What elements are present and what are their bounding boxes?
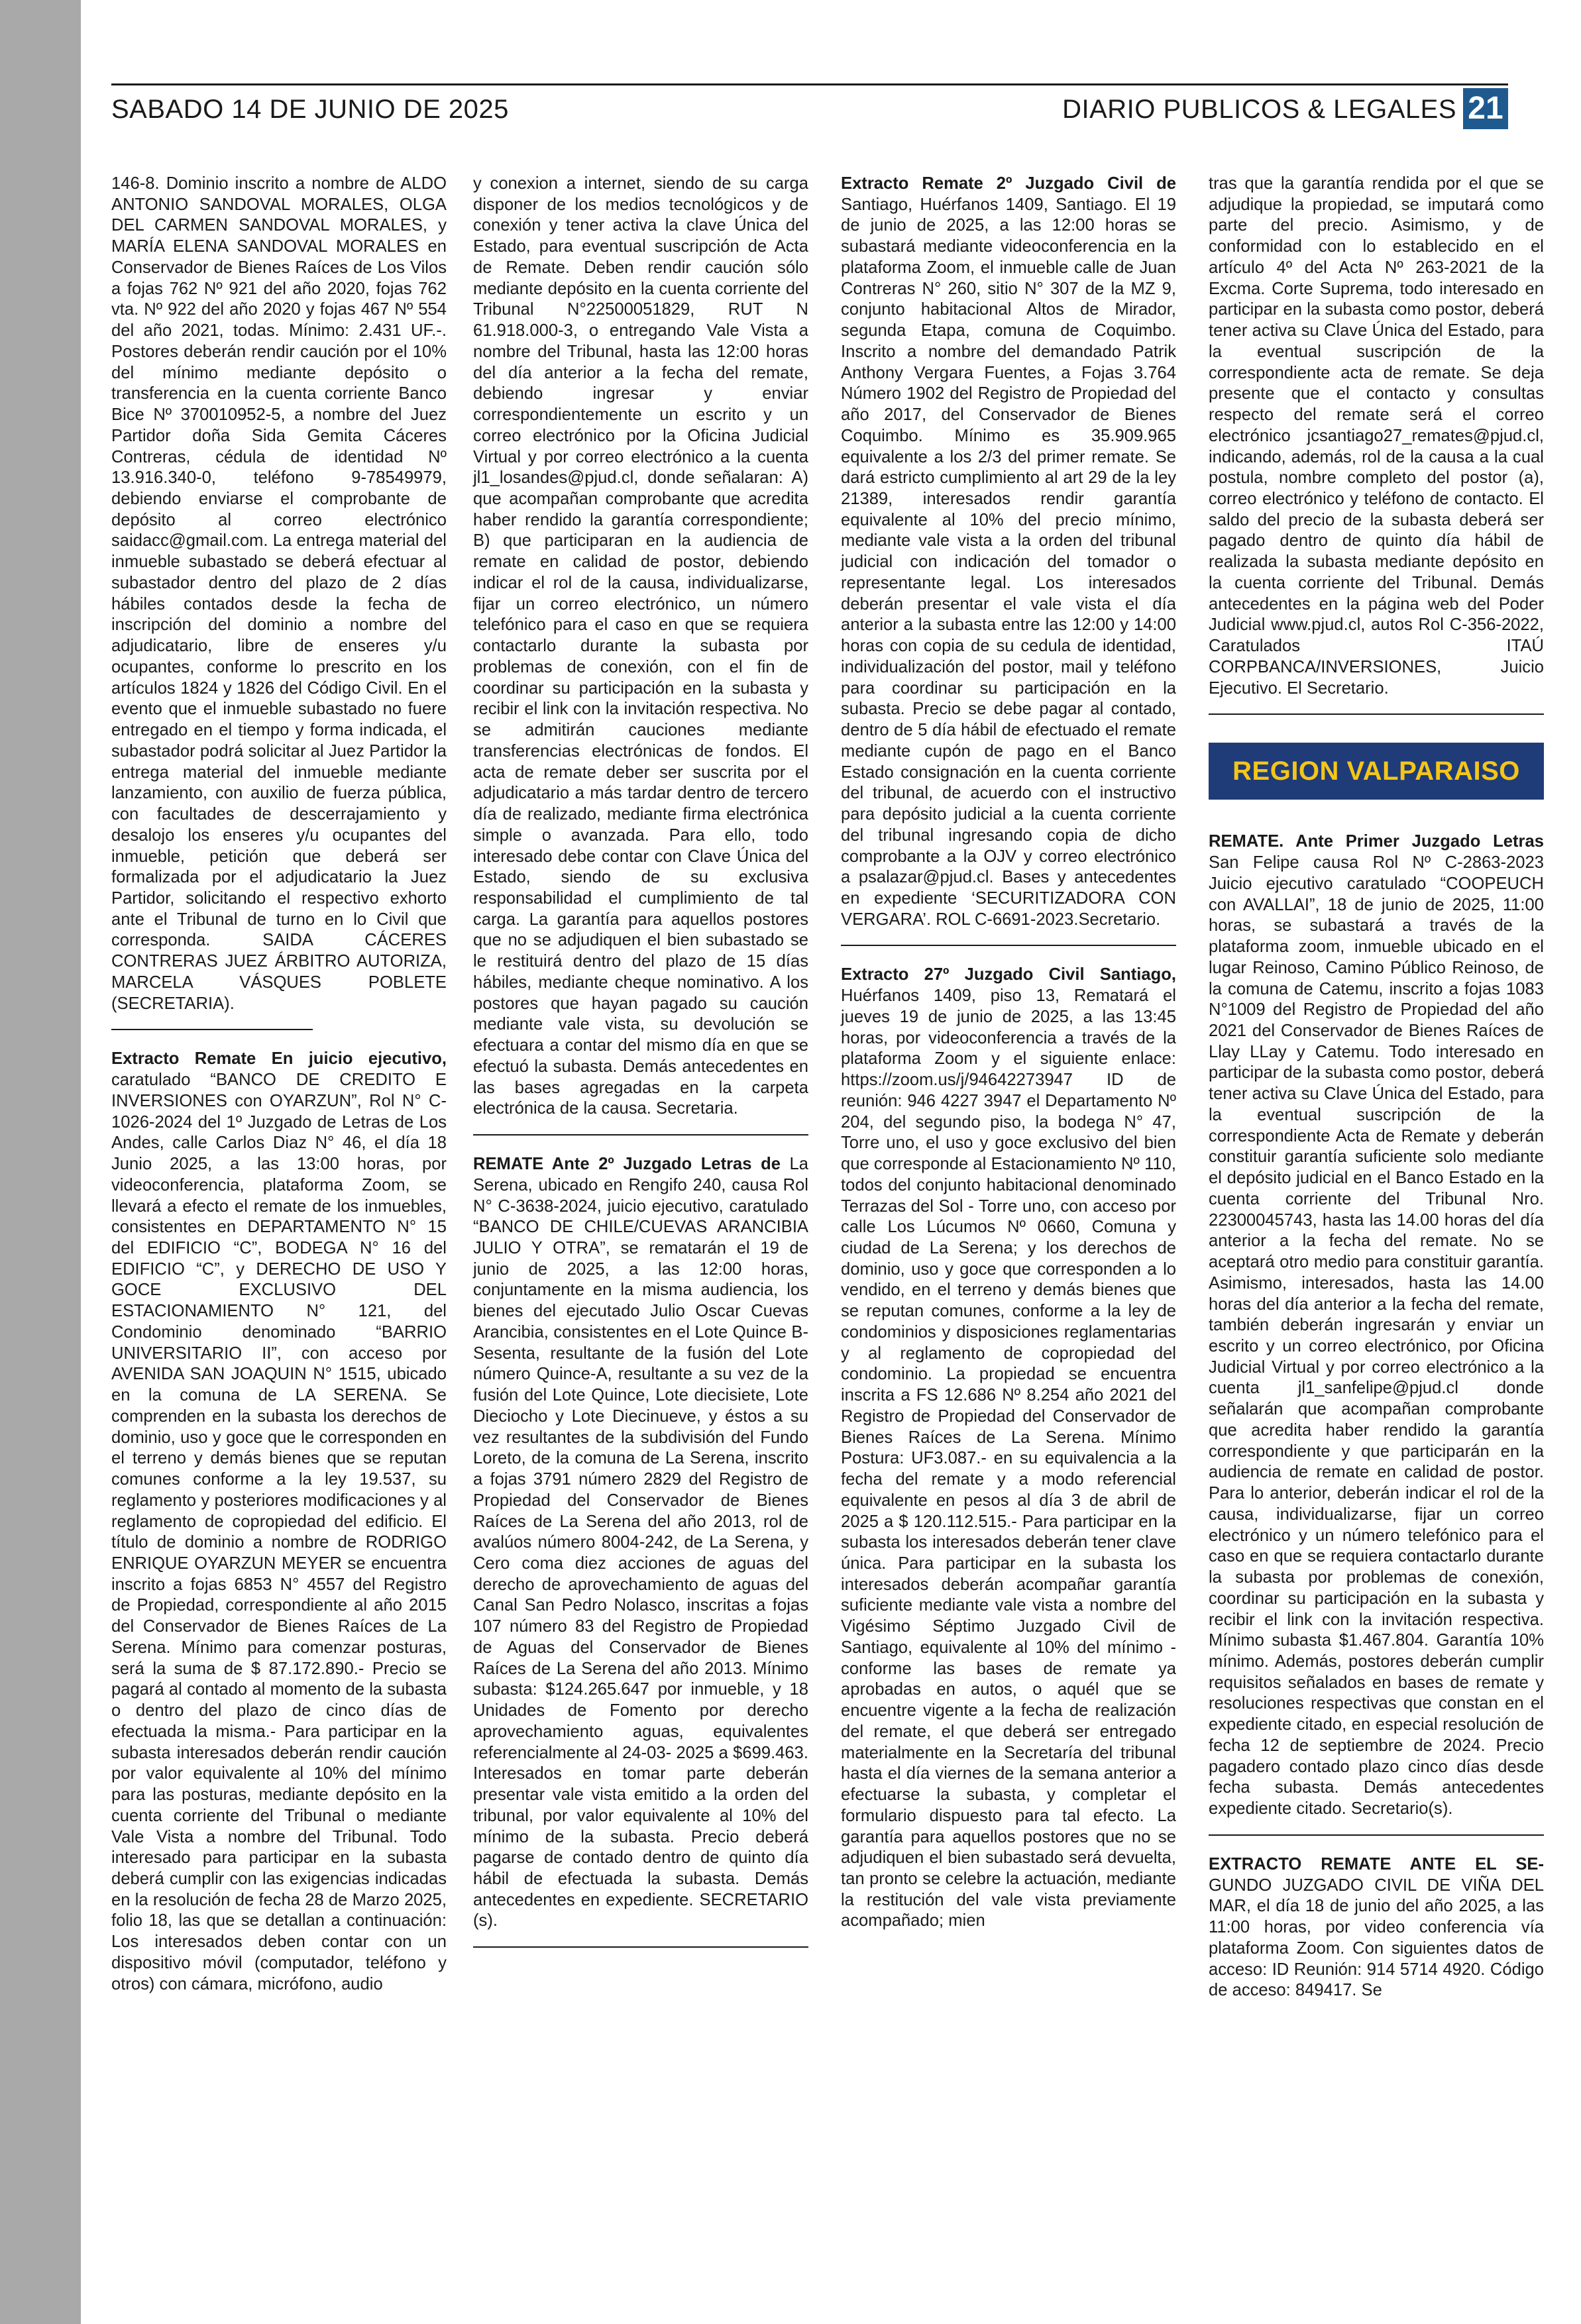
column-2 bbox=[473, 174, 808, 1966]
divider bbox=[473, 1134, 808, 1136]
page-number-badge: 21 bbox=[1463, 88, 1508, 129]
column-1 bbox=[111, 174, 447, 1995]
notice-body: y conexion a internet, siendo de su carga disponer de los medios tecnológicos y de conexión y tener activa la clave Única del Estado, para eventual suscripción de Acta de Remate. Deben rendir caución sólo mediante depósito en la cuenta corriente del Tribunal N°22500051829, RUT N 61.918.000-3, o entregando Vale Vista a nombre del Tribunal, hasta las 12:00 horas del día anterior a la fecha del remate, debiendo ingresar y enviar correspondientemente un escrito y un correo electrónico por la Oficina Judicial Virtual y por correo electrónico a la cuenta jl1_losandes@pjud.cl, donde señalaran: A) que acompañan comprobante que acredita haber rendido la garantía correspondiente; B) que participaran en la audiencia de remate en calidad de postor, debiendo indicar el rol de la causa, individualizarse, fijar un correo electrónico, un número telefónico para el caso en que se requiera contactarlo durante la subasta por problemas de conexión, con el fin de coordinar su participación en la subasta y recibir el link con la invitación respectiva. No se admitirán cauciones mediante transferencias electrónicas de fondos. El acta de remate deber ser suscrita por el adjudicatario a más tardar dentro de tercero día de realizado, mediante firma electrónica simple o avanzada. Para ello, todo interesado debe contar con Clave Única del Estado, siendo de su exclusiva responsabilidad el cumplimiento de tal carga. La garantía para aquellos postores que no se adjudiquen el bien subastado se le restituirá dentro del plazo de 15 días hábiles, mediante cheque nominativo. A los postores que hayan pagado su caución mediante vale vista, su devolución se efectuara a contar del mismo día en que se efectuó la subasta. Demás antecedentes en las bases agregadas en la carpeta electrónica de la causa. Secretaria. bbox=[473, 174, 808, 1118]
notice-body: Santiago, Huérfanos 1409, Santiago. El 19 de junio de 2025, a las 12:00 horas se subastará mediante videoconferencia en la plataforma Zoom, el inmueble calle de Juan Contreras N° 260, sitio N° 307 de la MZ 9, conjunto habitacional Altos de Mirador, segunda Etapa, comuna de Coquimbo. Inscrito a nombre del demandado Patrik Anthony Vergara Fuentes, a Fojas 3.764 Número 1902 del Registro de Propiedad del año 2017, del Conservador de Bienes Coquimbo. Mínimo es 35.909.965 equivalente a los 2/3 del primer remate. Se dará estricto cumplimiento al art 29 de la ley 21389, interesados rendir garantía equivalente al 10% del precio mínimo, mediante vale vista a la orden del tribunal judicial con indicación del tomador o representante legal. Los interesados deberán presentar el vale vista el día anterior a la subasta entre las 12:00 y 14:00 horas con copia de su cedula de identidad, individualización del postor, mail y teléfono para coordinar su participación en la subasta. Precio se debe pagar al contado, dentro de 5 día hábil de efectuado el remate mediante cupón de pago en el Banco Estado consignación en la cuenta corriente del tribunal, de acuerdo con el instructivo para depósito judicial a la cuenta corriente del tribunal ingresando copia de dicho comprobante a la OJV y correo electrónico a psalazar@pjud.cl. Bases y antecedentes en expediente ‘SECURITIZADORA CON VERGARA’. ROL C-6691-2023.Secretario. bbox=[841, 195, 1176, 929]
notice-body: tras que la garantía rendida por el que se adjudique la propiedad, se imputará como parte del precio. Asimismo, y de conformidad con lo establecido en el artículo 4º del Acta Nº 263-2021 de la Excma. Corte Suprema, todo interesado en participar en la subasta como postor, deberá tener activa su Clave Única del Estado, para la eventual suscripción de la correspondiente acta de remate. Se deja presente que el contacto y consultas respecto del remate será el correo electrónico jcsantiago27_remates@pjud.cl, indicando, además, rol de la causa a la cual postula, nombre completo del postor (a), correo electrónico y teléfono de contacto. El saldo del precio de la subasta deberá ser pagado dentro de quinto día hábil de realizada la subasta mediante depósito en la cuenta corriente del Tribunal. Demás antecedentes en la página web del Poder Judicial www.pjud.cl, autos Rol C-356-2022, Caratulados ITAÚ CORPBANCA/INVERSIONES, Juicio Ejecutivo. El Secretario. bbox=[1209, 174, 1544, 698]
header-title: DIARIO PUBLICOS & LEGALES bbox=[1062, 95, 1456, 124]
notice-title: REMATE Ante 2º Juzgado Letras de bbox=[473, 1155, 781, 1174]
notice-title: Extracto Remate 2º Juzgado Civil de bbox=[841, 174, 1176, 193]
notice bbox=[1209, 831, 1544, 1820]
divider bbox=[473, 1946, 808, 1948]
notice bbox=[111, 1049, 447, 1995]
notice-body: San Felipe causa Rol Nº C-2863-2023 Juicio ejecutivo caratulado “COOPEUCH con AVALLAI”, 18 de junio de 2025, 11:00 horas, se subastará a través de la plataforma zoom, inmueble ubicado en el lugar Reinoso, Camino Público Reinoso, de la comuna de Catemu, inscrito a fojas 1083 N°1009 del Registro de Propiedad del año 2021 del Conservador de Bienes Raíces de Llay LLay y Catemu. Todo interesado en participar de la subasta como postor, deberá tener activa su Clave Única del Estado, para la eventual suscripción de la correspondiente Acta de Remate y deberán constituir garantía suficiente solo mediante el depósito judicial en el Banco Estado en la cuenta corriente del Tribunal Nro. 22300045743, hasta las 14.00 horas del día anterior a la fecha del remate. No se aceptará otro medio para constituir garantía. Asimismo, interesados, hasta las 14.00 horas del día anterior a la fecha del remate, también deberán ingresarán y enviar un escrito y un correo electrónico, por Oficina Judicial Virtual y por correo electrónico a la cuenta jl1_sanfelipe@pjud.cl donde señalarán que acompañan comprobante que acredita haber rendido la garantía correspondiente y que participarán en la audiencia de remate en calidad de postor. Para lo anterior, deberán indicar el rol de la causa, individualizarse, fijar un correo electrónico y un número telefónico para el caso en que se requiera contactarlo durante la subasta por problemas de conexión, coordinar su participación en la subasta y recibir el link con la invitación respectiva. Mínimo subasta $1.467.804. Garantía 10% mínimo. Además, postores deberán cumplir requisitos señalados en bases de remate y resoluciones respectivas que constan en el expediente citado, en especial resolución de fecha 12 de septiembre de 2024. Precio pagadero contado plazo cinco días desde fecha subasta. Demás antecedentes expediente citado. Secretario(s). bbox=[1209, 853, 1544, 1819]
notice-title: EXTRACTO REMATE ANTE EL SE- bbox=[1209, 1854, 1544, 1874]
divider bbox=[1209, 1834, 1544, 1836]
column-3 bbox=[841, 174, 1176, 1932]
notice bbox=[841, 174, 1176, 930]
column-4 bbox=[1209, 174, 1544, 2001]
divider bbox=[1209, 713, 1544, 715]
page-header bbox=[111, 83, 1508, 133]
notice-body: GUNDO JUZGADO CIVIL DE VIÑA DEL MAR, el día 18 de junio del año 2025, a las 11:00 horas, por video conferencia vía plataforma Zoom. Con siguientes datos de acceso: ID Reunión: 914 5714 4920. Código de acceso: 849417. Se bbox=[1209, 1875, 1544, 2000]
notice-title: Extracto 27º Juzgado Civil Santiago, bbox=[841, 965, 1176, 984]
divider bbox=[111, 1029, 313, 1030]
notice bbox=[841, 965, 1176, 1932]
notice bbox=[473, 1154, 808, 1932]
notice-body: caratulado “BANCO DE CREDITO E INVERSIONES con OYARZUN”, Rol N° C-1026-2024 del 1º Juzgado de Letras de Los Andes, calle Carlos Diaz N° 46, el día 18 Junio 2025, a las 13:00 horas, por videoconferencia, plataforma Zoom, se llevará a efecto el remate de los inmuebles, consistentes en DEPARTAMENTO N° 15 del EDIFICIO “C”, BODEGA N° 16 del EDIFICIO “C”, y DERECHO DE USO Y GOCE EXCLUSIVO DEL ESTACIONAMIENTO N° 121, del Condominio denominado “BARRIO UNIVERSITARIO II”, con acceso por AVENIDA SAN JOAQUIN N° 1515, ubicado en la comuna de LA SERENA. Se comprenden en la subasta los derechos de dominio, uso y goce que le corresponden en el terreno y demás bienes que se reputan comunes conforme a la ley 19.537, su reglamento y posteriores modificaciones y al reglamento de copropiedad del edificio. El título de dominio a nombre de RODRIGO ENRIQUE OYARZUN MEYER se encuentra inscrito a fojas 6853 N° 4557 del Registro de Propiedad, correspondiente al año 2015 del Conservador de Bienes Raíces de La Serena. Mínimo para comenzar posturas, será la suma de $ 87.172.890.- Precio se pagará al contado al momento de la subasta o dentro del plazo de cinco días de efectuada la misma.- Para participar en la subasta interesados deberán rendir caución por valor equivalente al 10% del mínimo para las posturas, mediante depósito en la cuenta corriente del Tribunal o mediante Vale Vista a nombre del Tribunal. Todo interesado para participar en la subasta deberá cumplir con las exigencias indicadas en la resolución de fecha 28 de Marzo 2025, folio 18, las que se detallan a continuación: Los interesados deben contar con un dispositivo móvil (computador, teléfono y otros) con cámara, micrófono, audio bbox=[111, 1071, 447, 1993]
divider bbox=[841, 945, 1176, 946]
notice-body: La Serena, ubicado en Rengifo 240, causa Rol N° C-3638-2024, juicio ejecutivo, caratulado “BANCO DE CHILE/CUEVAS ARANCIBIA JULIO Y OTRA”, se rematarán el 19 de junio de 2025, a las 12:00 horas, conjuntamente en la misma audiencia, los bienes del ejecutado Julio Oscar Cuevas Arancibia, consistentes en el Lote Quince B-Sesenta, resultante de la fusión del Lote número Quince-A, resultante a su vez de la fusión del Lote Quince, Lote diecisiete, Lote Dieciocho y Lote Diecinueve, y éstos a su vez resultantes de la subdivisión del Fundo Loreto, de la comuna de La Serena, inscrito a fojas 3791 número 2829 del Registro de Propiedad del Conservador de Bienes Raíces de La Serena del año 2013, rol de avalúos número 8004-242, de La Serena, y Cero coma diez acciones de aguas del derecho de aprovechamiento de aguas del Canal San Pedro Nolasco, inscritas a fojas 107 número 83 del Registro de Propiedad de Aguas del Conservador de Bienes Raíces de La Serena del año 2013. Mínimo subasta: $124.265.647 por inmueble, y 18 Unidades de Fomento por derecho aprovechamiento aguas, equivalentes referencialmente al 24-03- 2025 a $699.463. Interesados en tomar parte deberán presentar vale vista emitido a la orden del tribunal, por valor equivalente al 10% del mínimo de la subasta. Precio deberá pagarse de contado dentro de quinto día hábil de efectuada la subasta. Demás antecedentes en expediente. SECRETARIO (s). bbox=[473, 1155, 808, 1930]
region-banner: REGION VALPARAISO bbox=[1209, 743, 1544, 800]
notice-body: 146-8. Dominio inscrito a nombre de ALDO ANTONIO SANDOVAL MORALES, OLGA DEL CARMEN SANDOVAL MORALES, y MARÍA ELENA SANDOVAL MORALES en Conservador de Bienes Raíces de Los Vilos a fojas 762 Nº 921 del año 2020, fojas 762 vta. Nº 922 del año 2020 y fojas 467 Nº 554 del año 2021, todas. Mínimo: 2.431 UF.-. Postores deberán rendir caución por el 10% del mínimo mediante depósito o transferencia en la cuenta corriente Banco Bice Nº 370010952-5, a nombre del Juez Partidor doña Sida Gemita Cáceres Contreras, cédula de identidad Nº 13.916.340-0, teléfono 9-78549979, debiendo enviarse el comprobante de depósito al correo electrónico saidacc@gmail.com. La entrega material del inmueble subastado se deberá efectuar al subastador dentro del plazo de 2 días hábiles contados desde la fecha de inscripción del dominio a nombre del adjudicatario, libre de enseres y/u ocupantes, conforme lo prescrito en los artículos 1824 y 1826 del Código Civil. En el evento que el inmueble subastado no fuere entregado en el tiempo y forma indicada, el subastador podrá solicitar al Juez Partidor la entrega material del inmueble mediante lanzamiento, con auxilio de fuerza pública, con facultades de descerrajamiento y desalojo los enseres y/u ocupantes del inmueble, petición que deberá ser formalizada por el adjudicatario la Juez Partidor, solicitando el respectivo exhorto ante el Tribunal de turno en lo Civil que corresponda. SAIDA CÁCERES CONTRERAS JUEZ ÁRBITRO AUTORIZA, MARCELA VÁSQUES POBLETE (SECRETARIA). bbox=[111, 174, 447, 1013]
notice-body: Huérfanos 1409, piso 13, Rematará el jueves 19 de junio de 2025, a las 13:45 horas, por videoconferencia a través de la plataforma Zoom y el siguiente enlace: https://zoom.us/j/94642273947 ID de reunión: 946 4227 3947 el Departamento Nº 204, del segundo piso, la bodega N° 47, Torre uno, el uso y goce exclusivo del bien que corresponde al Estacionamiento Nº 110, todos del conjunto habitacional denominado Terrazas del Sol - Torre uno, con acceso por calle Los Lúcumos Nº 0660, Comuna y ciudad de La Serena; y los derechos de dominio, uso y goce que corresponden a lo vendido, en el terreno y demás bienes que se reputan comunes, conforme a la ley de condominios y disposiciones reglamentarias y al reglamento de copropiedad del condominio. La propiedad se encuentra inscrita a FS 12.686 Nº 8.254 año 2021 del Registro de Propiedad del Conservador de Bienes Raíces de La Serena. Mínimo Postura: UF3.087.- en su equivalencia a la fecha del remate y a modo referencial equivalente en pesos al día 3 de abril de 2025 a $ 120.112.515.- Para participar en la subasta los interesados deberán tener clave única. Para participar en la subasta los interesados deberán acompañar garantía suficiente mediante vale vista a nombre del Vigésimo Séptimo Juzgado Civil de Santiago, equivalente al 10% del mínimo -conforme las bases de remate ya aprobadas en autos, o aquél que se encuentre vigente a la fecha de realización del remate, el que deberá ser entregado materialmente en la Secretaría del tribunal hasta el día viernes de la semana anterior a efectuarse la subasta, y completar el formulario dispuesto para tal efecto. La garantía para aquellos postores que no se adjudiquen el bien subastado será devuelta, tan pronto se celebre la actuación, mediante la restitución del vale vista previamente acompañado; mien bbox=[841, 986, 1176, 1930]
notice-title: Extracto Remate En juicio ejecutivo, bbox=[111, 1049, 447, 1069]
notice-title: REMATE. Ante Primer Juzgado Letras bbox=[1209, 832, 1544, 851]
notice bbox=[1209, 1854, 1544, 2001]
header-date: SABADO 14 DE JUNIO DE 2025 bbox=[111, 95, 509, 124]
newspaper-page bbox=[81, 0, 1581, 2324]
